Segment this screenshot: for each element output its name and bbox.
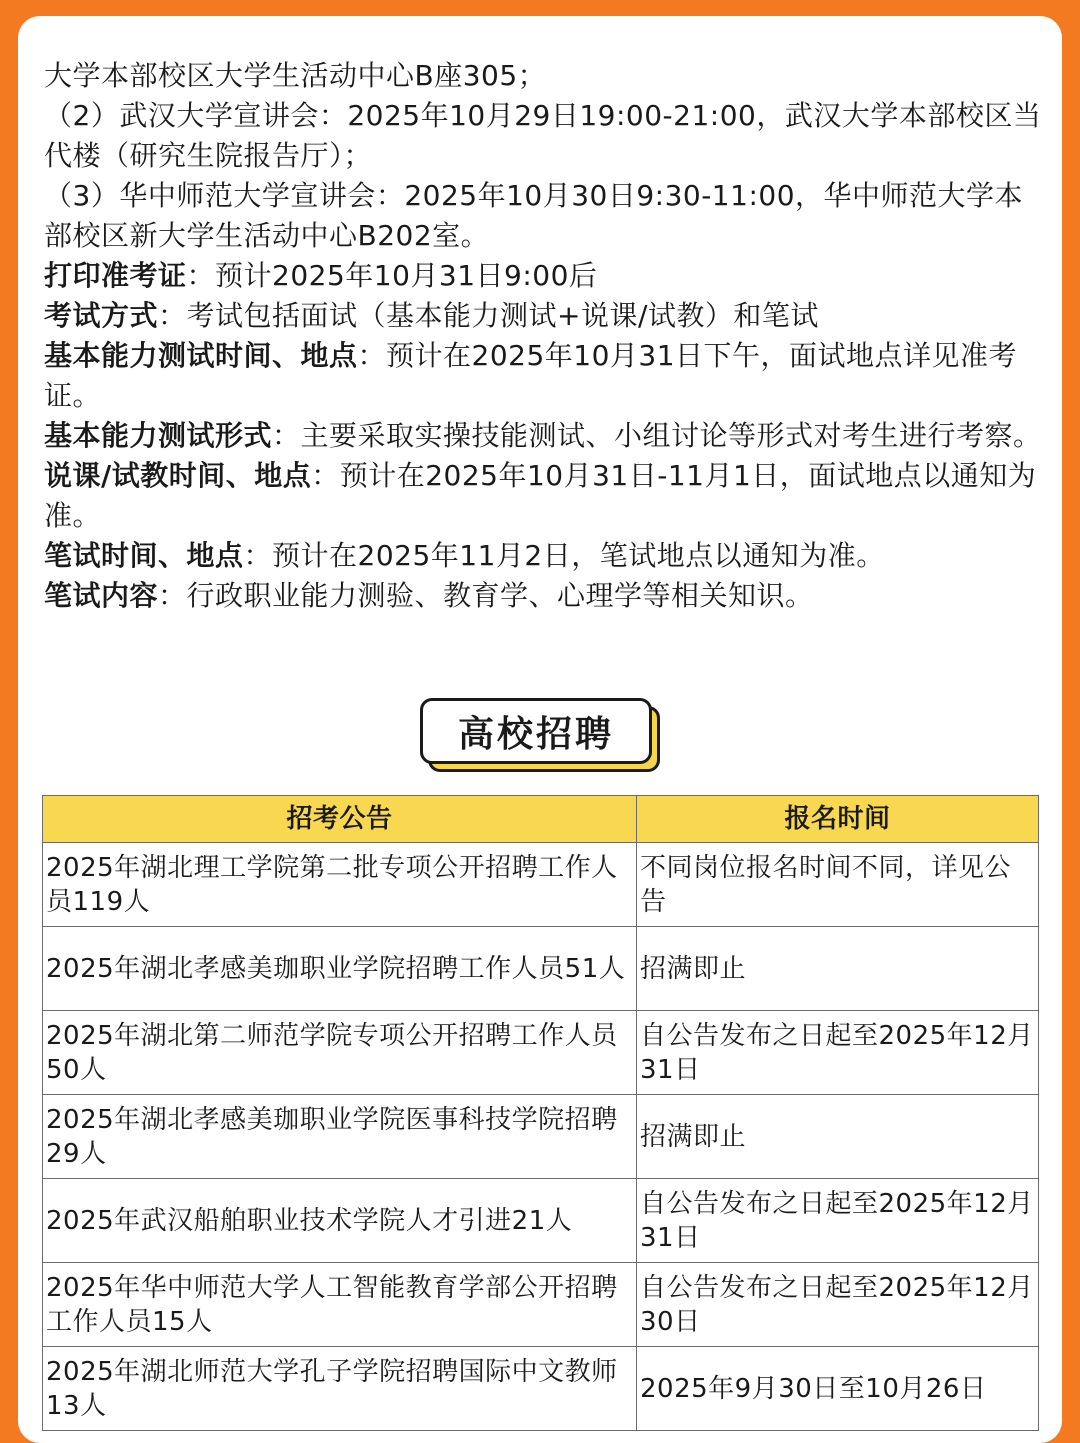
- info-line: （3）华中师范大学宣讲会：2025年10月30日9:30-11:00，华中师范大学本部校区新大学生活动中心B202室。: [44, 179, 1024, 252]
- info-line: 大学本部校区大学生活动中心B座305；: [44, 59, 547, 92]
- info-line-basic-test-time: 基本能力测试时间、地点：预计在2025年10月31日下午，面试地点详见准考证。: [44, 339, 1018, 412]
- info-label: 基本能力测试时间、地点: [44, 339, 358, 372]
- info-line-basic-test-form: 基本能力测试形式：主要采取实操技能测试、小组讨论等形式对考生进行考察。: [44, 419, 1042, 452]
- info-label: 考试方式: [44, 299, 159, 332]
- table-row: [43, 1179, 1039, 1263]
- content-card: [18, 16, 1062, 1443]
- info-label: 笔试时间、地点: [44, 539, 244, 572]
- info-label: 笔试内容: [44, 579, 159, 612]
- section-heading: 高校招聘: [420, 698, 652, 764]
- announcement-cell: 2025年湖北孝感美珈职业学院医事科技学院招聘29人: [43, 1095, 637, 1179]
- recruitment-table: [42, 795, 1039, 1431]
- announcement-cell: 2025年湖北理工学院第二批专项公开招聘工作人员119人: [43, 843, 637, 927]
- section-heading-badge: [420, 698, 660, 772]
- info-line-written-time: 笔试时间、地点：预计在2025年11月2日，笔试地点以通知为准。: [44, 539, 885, 572]
- info-line-admission-ticket: 打印准考证：预计2025年10月31日9:00后: [44, 259, 598, 292]
- exam-info-section: [44, 56, 1044, 616]
- announcement-cell: 2025年湖北师范大学孔子学院招聘国际中文教师13人: [43, 1347, 637, 1431]
- announcement-cell: 2025年华中师范大学人工智能教育学部公开招聘工作人员15人: [43, 1263, 637, 1347]
- info-line-lecture-time: 说课/试教时间、地点：预计在2025年10月31日-11月1日，面试地点以通知为准。: [44, 459, 1037, 532]
- info-label: 基本能力测试形式: [44, 419, 273, 452]
- info-line-exam-method: 考试方式：考试包括面试（基本能力测试+说课/试教）和笔试: [44, 299, 819, 332]
- registration-time-cell: 招满即止: [637, 927, 1039, 1011]
- table-row: [43, 843, 1039, 927]
- info-line: （2）武汉大学宣讲会：2025年10月29日19:00-21:00，武汉大学本部校区当代楼（研究生院报告厅）；: [44, 99, 1042, 172]
- registration-time-cell: 自公告发布之日起至2025年12月30日: [637, 1263, 1039, 1347]
- table-row: [43, 1095, 1039, 1179]
- registration-time-cell: 自公告发布之日起至2025年12月31日: [637, 1179, 1039, 1263]
- announcement-cell: 2025年武汉船舶职业技术学院人才引进21人: [43, 1179, 637, 1263]
- column-header-registration-time: 报名时间: [637, 796, 1039, 843]
- info-label: 说课/试教时间、地点: [44, 459, 312, 492]
- announcement-cell: 2025年湖北孝感美珈职业学院招聘工作人员51人: [43, 927, 637, 1011]
- table-header-row: [43, 796, 1039, 843]
- table-row: [43, 1347, 1039, 1431]
- registration-time-cell: 2025年9月30日至10月26日: [637, 1347, 1039, 1431]
- registration-time-cell: 自公告发布之日起至2025年12月31日: [637, 1011, 1039, 1095]
- table-row: [43, 1011, 1039, 1095]
- registration-time-cell: 招满即止: [637, 1095, 1039, 1179]
- column-header-announcement: 招考公告: [43, 796, 637, 843]
- announcement-cell: 2025年湖北第二师范学院专项公开招聘工作人员50人: [43, 1011, 637, 1095]
- table-row: [43, 1263, 1039, 1347]
- table-row: [43, 927, 1039, 1011]
- registration-time-cell: 不同岗位报名时间不同，详见公告: [637, 843, 1039, 927]
- info-line-written-content: 笔试内容：行政职业能力测验、教育学、心理学等相关知识。: [44, 579, 814, 612]
- info-label: 打印准考证: [44, 259, 187, 292]
